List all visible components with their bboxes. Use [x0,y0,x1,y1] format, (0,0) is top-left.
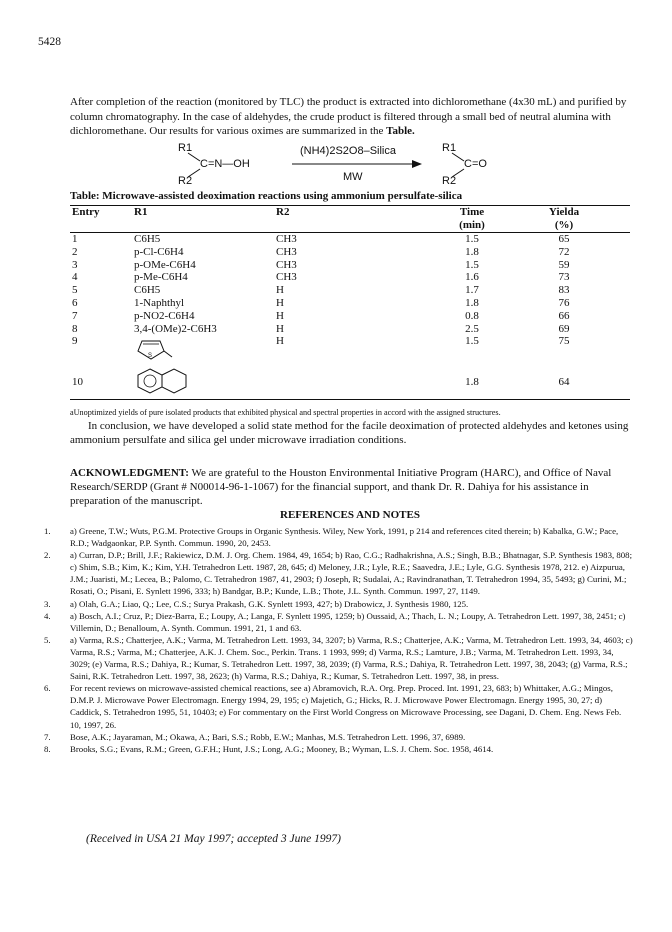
cell-yield: 64 [558,376,570,389]
cell-entry: 7 [72,309,78,322]
cell-time: 1.8 [465,376,479,389]
cell-entry: 10 [72,376,83,389]
cell-time: 0.8 [465,309,479,322]
cell-time: 1.8 [465,296,479,309]
table-row [70,365,630,399]
table-unit-row [70,219,630,232]
cell-time: 1.5 [465,258,479,271]
cell-r1: C6H5 [134,284,161,297]
received-dates: (Received in USA 21 May 1997; accepted 3 June 1997) [86,833,341,845]
header-time: Time [459,206,485,218]
table-footnote: aUnoptimized yields of pure isolated products that exhibited physical and spectral properties in accord with the assigned structures. [70,408,501,417]
reaction-scheme-graphic [140,140,560,186]
table-row [70,233,630,246]
cell-entry: 5 [72,284,78,297]
cell-r1: C6H5 [134,233,161,245]
cell-entry: 3 [72,258,78,271]
cell-r2: H [276,322,284,335]
header-r1: R1 [134,206,148,218]
reference-item: 5. a) Varma, R.S.; Chatterjee, A.K.; Varma, M. Tetrahedron Lett. 1993, 34, 3207; b) Varma, R.S.; Chatterjee, A.K.; Varma, M. Tetrahedron Lett. 1993, 34, 4603; c) Varma, R.S.; Varma, M.; Chatterjee, A.K. J. Chem. Soc., Perkin. Trans. 1 1993, 999; d) Varma, R.S.; Lamture, J.B.; Varma, M. Tetrahedron Lett. 1993, 34, 3029; (e) Varma, R.S.; Dahiya, R.; Kumar, S. Tetrahedron Lett. 1997, 38, 2039; (f) Varma, R.S.; Dahiya, R. Tetrahedron Lett. 1997, 38, 2043; (g) Varma, R.S.; Saini, R.K. Tetrahedron Lett. 1997, 38, 2623; (h) Varma, R.S.; Dahiya, R.; Kumar, S. Tetrahedron Lett. 1997, 38, in press. [44,634,633,682]
cell-time: 1.8 [465,245,479,258]
header-yield: Yielda [548,206,580,218]
header-r2: R2 [276,206,290,218]
cell-yield: 83 [558,284,570,297]
reference-item: 7. Bose, A.K.; Jayaraman, M.; Okawa, A.; Bari, S.S.; Robb, E.W.; Manhas, M.S. Tetrahedron Lett. 1996, 37, 6989. [44,731,466,742]
scheme-arrow-head [412,160,422,168]
table-caption: Table: Microwave-assisted deoximation reactions using ammonium persulfate-silica [70,190,463,202]
cell-r2: CH3 [276,233,297,245]
cell-time: 1.5 [465,233,479,245]
cell-yield: 73 [558,271,570,284]
references-title: REFERENCES AND NOTES [280,509,420,521]
intro-paragraph [70,95,630,139]
scheme-oxime: C=N—OH [200,158,250,170]
cell-yield: 66 [558,309,570,322]
reference-item: 6. For recent reviews on microwave-assisted chemical reactions, see a) Abramovich, R.A. Org. Prep. Proced. Int. 1991, 23, 683; b) Whittaker, A.G.; Mingos, D.M.P. J. Microwave Power Electromagn. Energy 1994, 29, 195; c) Majetich, G.; Hicks, R. J. Microwave Power Electromagn. Energy 1995, 30, 27; d) Caddick, S. Tetrahedron 1995, 51, 10403; e) For commentary on the First World Congress on Microwave Processing, see Dagani, D. Chem. Eng. News Feb. 10, 1997, 26. [44,683,622,730]
cell-r1: p-NO2-C6H4 [134,309,195,322]
table-row [70,323,630,336]
table-row [70,271,630,284]
cell-yield: 69 [558,322,570,335]
cell-yield: 65 [558,233,570,245]
scheme-product-r2: R2 [442,175,457,186]
cell-yield: 76 [558,296,570,309]
table-header-row [70,206,630,219]
cell-r2: H [276,296,284,309]
scheme-r1: R1 [178,142,193,154]
cell-r2: CH3 [276,271,297,284]
references-list [44,525,634,755]
cell-r1: p-OMe-C6H4 [134,258,196,271]
table-row [70,246,630,259]
acknowledgment-paragraph [70,466,630,508]
table-row [70,259,630,272]
table-row [70,335,630,365]
reference-item: 4. a) Bosch, A.I.; Cruz, P.; Diez-Barra, E.; Loupy, A.; Langa, F. Synlett 1995, 1259; b) Oussaid, A.; Thach, L. N.; Loupy, A. Tetrahedron Lett. 1997, 38, 2451; c) Villemin, D.; Benalloum, A. Synth. Commun. 1991, 21, 1 and 63. [44,610,626,633]
cell-time: 1.7 [465,284,479,297]
intro-emphasis: Table. [386,125,415,137]
cell-r1: 1-Naphthyl [134,296,185,309]
cell-entry: 4 [72,271,78,284]
reference-item: 2. a) Curran, D.P.; Brill, J.F.; Rakiewicz, D.M. J. Org. Chem. 1984, 49, 1654; b) Rao, C.G.; Radhakrishna, A.S.; Singh, B.B.; Bhatnagar, S.P. Synthesis 1983, 808; c) Shim, S.B.; Kim, K.; Kim, Y.H. Tetrahedron Lett. 1987, 28, 645; d) Meloney, J.R.; Lyle, R.E.; Saavedra, J.E.; Lyle, G.G. Synthesis 1978, 212. e) Aizpurua, J.M.; Juaristi, M.; Lecea, B.; Palomo, C. Tetrahedron 1987, 41, 2903; f) Joseph, R; Sudalai, A.; Ravindranathan, T. Tetrahedron 1994, 35, 5493; g) Curini, M.; Rosati, O.; Pisani, E. Synlett 1996, 333; h) Bandgar, B.P.; Kunde, L.B.; Thote, J.L. Synth. Commun. 1997, 27, 1149. [44,550,633,597]
acknowledgment-text: We are grateful to the Houston Environmental Initiative Program (HARC), and Office of Naval Research/SERDP (Grant # N00014-96-1-1067) for the financial support, and thank Dr. R. Dahiya for his assistance in preparation of the manuscript. [70,467,612,507]
cell-entry: 8 [72,322,78,335]
cell-r2: H [276,309,284,322]
fused-ring-structure-icon [134,365,204,397]
cell-yield: 59 [558,258,570,271]
scheme-condition: MW [343,171,363,183]
conclusion-paragraph: In conclusion, we have developed a solid state method for the facile deoximation of protected aldehydes and ketones using ammonium persulfate and silica gel under microwave irradiation conditions. [70,420,629,446]
cell-r1-structure [134,365,276,399]
reference-item: 8. Brooks, S.G.; Evans, R.M.; Green, G.F.H.; Hunt, J.S.; Long, A.G.; Mooney, B.; Wyman, L.S. J. Chem. Soc. 1958, 4614. [44,743,494,754]
cell-r1: p-Cl-C6H4 [134,245,184,258]
table-row [70,297,630,310]
page-number: 5428 [38,36,61,48]
cell-r2: H [276,284,284,297]
cell-entry: 6 [72,296,78,309]
cell-r2: H [276,335,284,348]
cell-r1: 3,4-(OMe)2-C6H3 [134,322,217,335]
reaction-scheme [140,140,560,186]
scheme-bond-r1 [188,153,200,161]
table-row [70,310,630,323]
scheme-product: C=O [464,158,487,170]
thiophene-structure-icon [134,335,178,363]
intro-text: After completion of the reaction (monitored by TLC) the product is extracted into dichloromethane (4x30 mL) and purified by column chromatography. In the case of aldehydes, the crude product is filtered through a small bed of neutral alumina with dichloromethane. Our results for various oximes are summarized in the [70,96,627,137]
scheme-reagent: (NH4)2S2O8–Silica [300,145,396,157]
header-time-unit: (min) [459,219,485,231]
cell-r1: p-Me-C6H4 [134,271,188,284]
cell-r2: CH3 [276,258,297,271]
cell-r2 [276,365,432,399]
cell-r2: CH3 [276,245,297,258]
cell-entry: 1 [72,233,78,245]
cell-yield: 75 [558,335,570,348]
header-entry: Entry [72,206,100,218]
scheme-product-bond-r1 [452,153,464,161]
scheme-r2: R2 [178,175,193,186]
table-row [70,284,630,297]
reference-item: 3. a) Olah, G.A.; Liao, Q.; Lee, C.S.; Surya Prakash, G.K. Synlett 1993, 427; b) Drabowicz, J. Synthesis 1980, 125. [44,598,469,609]
cell-entry: 2 [72,245,78,258]
table-bottom-rule [70,399,630,400]
scheme-product-r1: R1 [442,142,457,154]
cell-yield: 72 [558,245,570,258]
cell-time: 1.5 [465,335,479,348]
cell-time: 1.6 [465,271,479,284]
results-table [70,205,630,400]
acknowledgment-label: ACKNOWLEDGMENT: [70,467,189,479]
cell-entry: 9 [72,335,78,348]
header-yield-unit: (%) [554,219,574,231]
cell-r1-structure [134,335,276,365]
reference-item: 1. a) Greene, T.W.; Wuts, P.G.M. Protective Groups in Organic Synthesis. Wiley, New York, 1991, p 214 and references cited therein; b) Kabalka, G.W.; Pace, R.D.; Wadgaonkar, P.P. Synth. Commun. 1990, 20, 2453. [44,526,619,549]
cell-time: 2.5 [465,322,479,335]
svg-text:S: S [148,353,153,360]
